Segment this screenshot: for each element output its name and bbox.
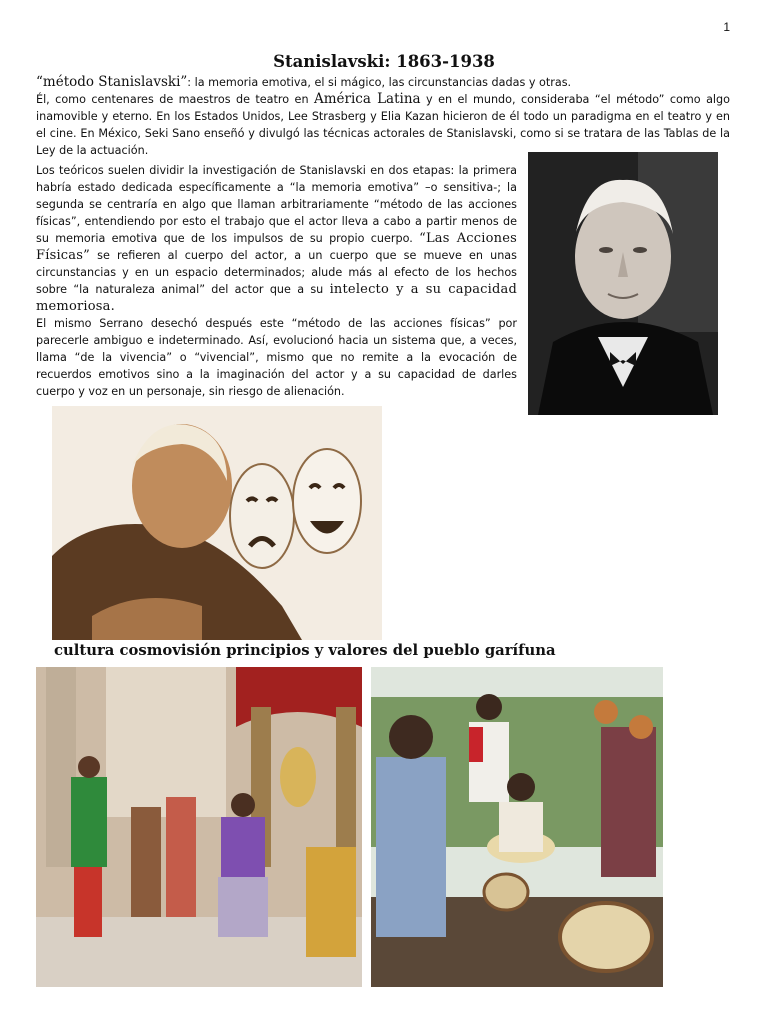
latin-america-term: América Latina bbox=[313, 91, 421, 107]
dance-illustration bbox=[371, 667, 663, 987]
body-text-b: se refieren al cuerpo del actor, a un cuerpo que se mueve en unas circunstancias y en un espacio determinados; alude más al efecto de los hechos sobre “la naturaleza animal” del actor que a su bbox=[36, 249, 517, 296]
intro-text-a: Él, como centenares de maestros de teatro en bbox=[36, 93, 314, 106]
body-paragraph-1 bbox=[36, 162, 517, 315]
intro-line-1 bbox=[36, 74, 730, 91]
church-illustration bbox=[36, 667, 362, 987]
method-term-rest: : la memoria emotiva, el si mágico, las circunstancias dadas y otras. bbox=[187, 76, 572, 89]
body-paragraph-2: El mismo Serrano desechó después este “método de las acciones físicas” por parecerle ambiguo e indeterminado. Así, evolucionó hacia un sistema que, a veces, llama “de la vivencia” o “vivencial”, mismo que no remite a la evocación de recuerdos emotivos sino a la imaginación del actor y a su capacidad de darles cuerpo y voz en un personaje, sin riesgo de alienación. bbox=[36, 317, 517, 398]
garifuna-dance-drums-photo bbox=[371, 667, 663, 987]
stanislavski-portrait-photo bbox=[528, 152, 718, 415]
intellect-term: intelecto y a su capacidad memoriosa. bbox=[36, 282, 517, 314]
intro-paragraph bbox=[36, 91, 730, 159]
garifuna-section-title: cultura cosmovisión principios y valores del pueblo garífuna bbox=[54, 642, 556, 659]
physical-actions-term: “Las Acciones Físicas” bbox=[36, 231, 517, 263]
page-title: Stanislavski: 1863-1938 bbox=[273, 52, 495, 71]
drawing-illustration bbox=[52, 406, 382, 640]
body-text-a: Los teóricos suelen dividir la investigación de Stanislavski en dos etapas: la primera habría estado dedicada específicamente a “la memoria emotiva” –o sensitiva-; la segunda se centraría en algo que llaman arbitrariamente “método de las acciones físicas”, entendiendo por esto el trabajo que el actor lleva a cabo a partir menos de su memoria emotiva que de los impulsos de su propio cuerpo. bbox=[36, 164, 517, 245]
stanislavski-masks-drawing bbox=[52, 406, 382, 640]
portrait-illustration bbox=[528, 152, 718, 415]
page-number: 1 bbox=[723, 20, 730, 34]
garifuna-church-ceremony-photo bbox=[36, 667, 362, 987]
method-term: “método Stanislavski” bbox=[36, 74, 188, 90]
intro-text-b: y en el mundo, consideraba “el método” como algo inamovible y eterno. En los Estados Unidos, Lee Strasberg y Elia Kazan hicieron de él todo un paradigma en el teatro y en el cine. En México, Seki Sano enseñó y divulgó las técnicas actorales de Stanislavski, como si se tratara de las Tablas de la Ley de la actuación. bbox=[36, 93, 730, 157]
body-column bbox=[36, 162, 517, 400]
intro-block bbox=[36, 74, 730, 159]
